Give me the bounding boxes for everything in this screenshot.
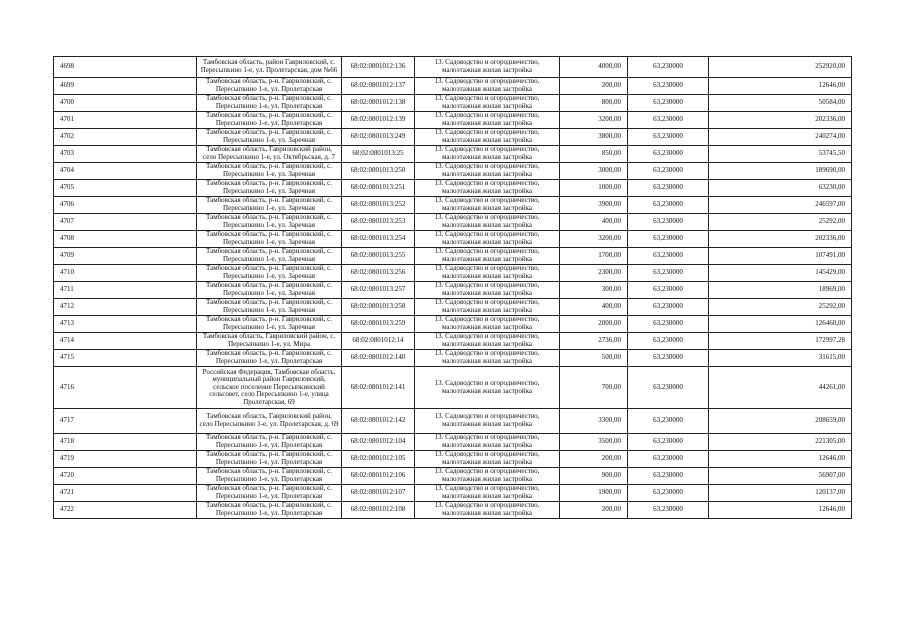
table-row [54, 163, 852, 180]
cell-cadastral-number: 68:02:0801012:140 [342, 350, 415, 367]
cell-cadastral-value: 18969,00 [709, 282, 852, 299]
cell-address: Тамбовская область, р-н. Гавриловский, с. Пересыпкино 1-е, ул. Заречная [197, 214, 342, 231]
cell-address: Тамбовская область, р-н. Гавриловский, с. Пересыпкино 1-е, ул. Пролетарская [197, 95, 342, 112]
cell-area: 500,00 [560, 350, 628, 367]
cell-area: 1000,00 [560, 180, 628, 197]
cell-address: Тамбовская область, р-н. Гавриловский, с. Пересыпкино 1-е, ул. Заречная [197, 129, 342, 146]
cell-area: 3300,00 [560, 409, 628, 434]
cell-cadastral-value: 189690,00 [709, 163, 852, 180]
cell-rate: 63,230000 [628, 485, 709, 502]
cell-land-use: 13. Садоводство и огородничество, малоэтажная жилая застройка [415, 299, 560, 316]
cell-row-number: 4722 [54, 502, 197, 519]
cell-rate: 63,230000 [628, 502, 709, 519]
cell-row-number: 4720 [54, 468, 197, 485]
table-row [54, 367, 852, 409]
cell-cadastral-value: 25292,00 [709, 214, 852, 231]
cell-rate: 63,230000 [628, 231, 709, 248]
cell-cadastral-value: 107491,00 [709, 248, 852, 265]
cell-cadastral-value: 202336,00 [709, 231, 852, 248]
table-row [54, 502, 852, 519]
cell-cadastral-value: 12646,00 [709, 78, 852, 95]
cell-cadastral-number: 68:02:0801013:254 [342, 231, 415, 248]
cell-rate: 63,230000 [628, 129, 709, 146]
cell-cadastral-number: 68:02:0801013:250 [342, 163, 415, 180]
cell-rate: 63,230000 [628, 265, 709, 282]
cell-cadastral-value: 44261,00 [709, 367, 852, 409]
cell-cadastral-number: 68:02:0801012:136 [342, 57, 415, 78]
cell-cadastral-value: 63230,00 [709, 180, 852, 197]
cell-area: 400,00 [560, 214, 628, 231]
table-row [54, 129, 852, 146]
cell-cadastral-value: 252920,00 [709, 57, 852, 78]
cell-cadastral-value: 208659,00 [709, 409, 852, 434]
cell-rate: 63,230000 [628, 299, 709, 316]
cell-address: Тамбовская область, р-н. Гавриловский, с. Пересыпкино 1-е, ул. Пролетарская [197, 485, 342, 502]
cell-rate: 63,230000 [628, 350, 709, 367]
cell-area: 2300,00 [560, 265, 628, 282]
cell-land-use: 13. Садоводство и огородничество, малоэтажная жилая застройка [415, 112, 560, 129]
cell-land-use: 13. Садоводство и огородничество, малоэтажная жилая застройка [415, 180, 560, 197]
cell-address: Тамбовская область, р-н. Гавриловский, с. Пересыпкино 1-е, ул. Пролетарская [197, 468, 342, 485]
cell-rate: 63,230000 [628, 367, 709, 409]
cell-address: Тамбовская область, р-н. Гавриловский, с. Пересыпкино 1-е, ул. Пролетарская [197, 434, 342, 451]
cell-area: 3000,00 [560, 163, 628, 180]
table-row [54, 95, 852, 112]
table-row [54, 409, 852, 434]
cell-row-number: 4700 [54, 95, 197, 112]
cell-row-number: 4701 [54, 112, 197, 129]
cell-row-number: 4705 [54, 180, 197, 197]
cell-land-use: 13. Садоводство и огородничество, малоэтажная жилая застройка [415, 146, 560, 163]
cell-area: 800,00 [560, 95, 628, 112]
cell-land-use: 13. Садоводство и огородничество, малоэтажная жилая застройка [415, 95, 560, 112]
cell-row-number: 4709 [54, 248, 197, 265]
cell-area: 2736,00 [560, 333, 628, 350]
cell-land-use: 13. Садоводство и огородничество, малоэтажная жилая застройка [415, 248, 560, 265]
table-row [54, 57, 852, 78]
cell-cadastral-value: 145429,00 [709, 265, 852, 282]
cell-row-number: 4699 [54, 78, 197, 95]
cell-area: 3200,00 [560, 231, 628, 248]
cell-row-number: 4713 [54, 316, 197, 333]
cell-rate: 63,230000 [628, 146, 709, 163]
cell-rate: 63,230000 [628, 409, 709, 434]
cell-row-number: 4716 [54, 367, 197, 409]
cell-address: Тамбовская область, р-н. Гавриловский, с. Пересыпкино 1-е, ул. Заречная [197, 180, 342, 197]
cell-cadastral-number: 68:02:0801013:252 [342, 197, 415, 214]
cell-land-use: 13. Садоводство и огородничество, малоэтажная жилая застройка [415, 265, 560, 282]
cell-area: 2000,00 [560, 316, 628, 333]
table-row [54, 350, 852, 367]
cell-address: Тамбовская область, р-н. Гавриловский, с. Пересыпкино 1-е, ул. Заречная [197, 248, 342, 265]
cell-cadastral-value: 31615,00 [709, 350, 852, 367]
cell-cadastral-number: 68:02:0801012:141 [342, 367, 415, 409]
cell-cadastral-number: 68:02:0801012:104 [342, 434, 415, 451]
cell-land-use: 13. Садоводство и огородничество, малоэтажная жилая застройка [415, 350, 560, 367]
cell-rate: 63,230000 [628, 163, 709, 180]
cell-land-use: 13. Садоводство и огородничество, малоэтажная жилая застройка [415, 316, 560, 333]
cell-area: 200,00 [560, 502, 628, 519]
cell-address: Тамбовская область, р-н. Гавриловский, с. Пересыпкино 1-е, ул. Пролетарская [197, 451, 342, 468]
cell-cadastral-number: 68:02:0801013:253 [342, 214, 415, 231]
cell-cadastral-number: 68:02:0801013:25 [342, 146, 415, 163]
cell-land-use: 13. Садоводство и огородничество, малоэтажная жилая застройка [415, 502, 560, 519]
cell-land-use: 13. Садоводство и огородничество, малоэтажная жилая застройка [415, 282, 560, 299]
table-row [54, 468, 852, 485]
cell-cadastral-number: 68:02:0801013:256 [342, 265, 415, 282]
cell-land-use: 13. Садоводство и огородничество, малоэтажная жилая застройка [415, 367, 560, 409]
cell-cadastral-value: 246597,00 [709, 197, 852, 214]
table-row [54, 333, 852, 350]
cell-row-number: 4715 [54, 350, 197, 367]
cell-row-number: 4706 [54, 197, 197, 214]
table-row [54, 180, 852, 197]
table-row [54, 197, 852, 214]
cell-address: Тамбовская область, район Гавриловский, с. Пересыпкино 1-е, ул. Пролетарская, дом №66 [197, 57, 342, 78]
table-body [54, 57, 852, 519]
table-row [54, 214, 852, 231]
cell-rate: 63,230000 [628, 214, 709, 231]
table-row [54, 451, 852, 468]
cell-row-number: 4721 [54, 485, 197, 502]
cell-area: 3500,00 [560, 434, 628, 451]
cell-cadastral-value: 12646,00 [709, 502, 852, 519]
cell-area: 700,00 [560, 367, 628, 409]
cell-address: Тамбовская область, р-н. Гавриловский, с. Пересыпкино 1-е, ул. Заречная [197, 282, 342, 299]
cell-cadastral-value: 202336,00 [709, 112, 852, 129]
cell-area: 200,00 [560, 78, 628, 95]
cell-cadastral-number: 68:02:0801012:106 [342, 468, 415, 485]
cell-address: Тамбовская область, р-н. Гавриловский, с. Пересыпкино 1-е, ул. Заречная [197, 316, 342, 333]
cell-cadastral-number: 68:02:0801013:257 [342, 282, 415, 299]
cell-rate: 63,230000 [628, 112, 709, 129]
cell-address: Тамбовская область, р-н. Гавриловский, с. Пересыпкино 1-е, ул. Пролетарская [197, 502, 342, 519]
cell-row-number: 4712 [54, 299, 197, 316]
cell-address: Тамбовская область, р-н. Гавриловский, с. Пересыпкино 1-е, ул. Заречная [197, 265, 342, 282]
cell-land-use: 13. Садоводство и огородничество, малоэтажная жилая застройка [415, 231, 560, 248]
cell-rate: 63,230000 [628, 316, 709, 333]
cell-address: Тамбовская область, Гавриловский район, село Пересыпкино 1-е, ул. Октябрьская, д. 7 [197, 146, 342, 163]
cell-cadastral-value: 56907,00 [709, 468, 852, 485]
cell-cadastral-number: 68:02:0801012:139 [342, 112, 415, 129]
cell-rate: 63,230000 [628, 78, 709, 95]
cell-land-use: 13. Садоводство и огородничество, малоэтажная жилая застройка [415, 163, 560, 180]
cell-rate: 63,230000 [628, 197, 709, 214]
cell-land-use: 13. Садоводство и огородничество, малоэтажная жилая застройка [415, 333, 560, 350]
cell-land-use: 13. Садоводство и огородничество, малоэтажная жилая застройка [415, 451, 560, 468]
cell-area: 3200,00 [560, 112, 628, 129]
cell-cadastral-value: 12646,00 [709, 451, 852, 468]
cell-area: 200,00 [560, 451, 628, 468]
cell-rate: 63,230000 [628, 95, 709, 112]
cell-cadastral-number: 68:02:0801012:137 [342, 78, 415, 95]
cell-area: 900,00 [560, 468, 628, 485]
cell-cadastral-number: 68:02:0801013:259 [342, 316, 415, 333]
cell-row-number: 4707 [54, 214, 197, 231]
cell-rate: 63,230000 [628, 451, 709, 468]
cell-cadastral-value: 120137,00 [709, 485, 852, 502]
cell-land-use: 13. Садоводство и огородничество, малоэтажная жилая застройка [415, 57, 560, 78]
cell-row-number: 4717 [54, 409, 197, 434]
cell-area: 3800,00 [560, 129, 628, 146]
cell-address: Тамбовская область, р-н. Гавриловский, с. Пересыпкино 1-е, ул. Пролетарская [197, 112, 342, 129]
cell-cadastral-number: 68:02:0801012:105 [342, 451, 415, 468]
cell-cadastral-number: 68:02:0801012:107 [342, 485, 415, 502]
cell-rate: 63,230000 [628, 57, 709, 78]
cell-rate: 63,230000 [628, 282, 709, 299]
cell-row-number: 4710 [54, 265, 197, 282]
cell-cadastral-number: 68:02:0801013:258 [342, 299, 415, 316]
cell-cadastral-number: 68:02:0801013:255 [342, 248, 415, 265]
cell-rate: 63,230000 [628, 333, 709, 350]
table-row [54, 265, 852, 282]
cell-address: Тамбовская область, р-н. Гавриловский, с. Пересыпкино 1-е, ул. Заречная [197, 197, 342, 214]
cell-cadastral-value: 50584,00 [709, 95, 852, 112]
table-row [54, 316, 852, 333]
cell-cadastral-value: 53745,50 [709, 146, 852, 163]
table-row [54, 434, 852, 451]
cell-address: Тамбовская область, р-н. Гавриловский, с. Пересыпкино 1-е, ул. Пролетарская [197, 350, 342, 367]
cell-cadastral-number: 68:02:0801012:138 [342, 95, 415, 112]
cell-land-use: 13. Садоводство и огородничество, малоэтажная жилая застройка [415, 78, 560, 95]
table-row [54, 231, 852, 248]
cell-area: 400,00 [560, 299, 628, 316]
cell-cadastral-number: 68:02:0801012:108 [342, 502, 415, 519]
cell-area: 850,00 [560, 146, 628, 163]
cell-land-use: 13. Садоводство и огородничество, малоэтажная жилая застройка [415, 468, 560, 485]
cell-area: 4000,00 [560, 57, 628, 78]
cell-rate: 63,230000 [628, 468, 709, 485]
cell-land-use: 13. Садоводство и огородничество, малоэтажная жилая застройка [415, 129, 560, 146]
table-row [54, 146, 852, 163]
table-row [54, 282, 852, 299]
cell-row-number: 4714 [54, 333, 197, 350]
cell-cadastral-number: 68:02:0801013:249 [342, 129, 415, 146]
cell-row-number: 4702 [54, 129, 197, 146]
cell-land-use: 13. Садоводство и огородничество, малоэтажная жилая застройка [415, 409, 560, 434]
cell-rate: 63,230000 [628, 434, 709, 451]
cell-cadastral-number: 68:02:0801012:14 [342, 333, 415, 350]
cell-cadastral-value: 126460,00 [709, 316, 852, 333]
cell-area: 1700,00 [560, 248, 628, 265]
cell-cadastral-value: 221305,00 [709, 434, 852, 451]
cell-address: Тамбовская область, р-н. Гавриловский, с. Пересыпкино 1-е, ул. Заречная [197, 299, 342, 316]
cell-address: Тамбовская область, Гавриловский район, с. Пересыпкино 1-е, ул. Мира [197, 333, 342, 350]
table-row [54, 248, 852, 265]
cell-address: Российская Федерация, Тамбовская область, муниципальный район Гавриловский, сельское поселение Пересыпкинский сельсовет, село Пересыпкино 1-е, улица Пролетарская, 69 [197, 367, 342, 409]
cell-area: 300,00 [560, 282, 628, 299]
cell-area: 1900,00 [560, 485, 628, 502]
table-row [54, 112, 852, 129]
cell-land-use: 13. Садоводство и огородничество, малоэтажная жилая застройка [415, 434, 560, 451]
table-row [54, 485, 852, 502]
cell-cadastral-number: 68:02:0801012:142 [342, 409, 415, 434]
table-row [54, 78, 852, 95]
cell-row-number: 4704 [54, 163, 197, 180]
cell-row-number: 4718 [54, 434, 197, 451]
cell-cadastral-value: 240274,00 [709, 129, 852, 146]
cell-address: Тамбовская область, р-н. Гавриловский, с. Пересыпкино 1-е, ул. Заречная [197, 163, 342, 180]
table-row [54, 299, 852, 316]
cell-row-number: 4703 [54, 146, 197, 163]
cell-area: 3900,00 [560, 197, 628, 214]
cell-land-use: 13. Садоводство и огородничество, малоэтажная жилая застройка [415, 197, 560, 214]
cell-rate: 63,230000 [628, 248, 709, 265]
cell-cadastral-value: 172997,28 [709, 333, 852, 350]
cell-row-number: 4711 [54, 282, 197, 299]
cell-land-use: 13. Садоводство и огородничество, малоэтажная жилая застройка [415, 485, 560, 502]
cell-cadastral-number: 68:02:0801013:251 [342, 180, 415, 197]
cell-row-number: 4708 [54, 231, 197, 248]
cell-address: Тамбовская область, Гавриловский район, село Пересыпкино 1-е, ул. Пролетарская, д. 69 [197, 409, 342, 434]
cell-land-use: 13. Садоводство и огородничество, малоэтажная жилая застройка [415, 214, 560, 231]
cell-rate: 63,230000 [628, 180, 709, 197]
cell-row-number: 4719 [54, 451, 197, 468]
cell-address: Тамбовская область, р-н. Гавриловский, с. Пересыпкино 1-е, ул. Заречная [197, 231, 342, 248]
land-cadastre-table [53, 56, 852, 519]
cell-row-number: 4698 [54, 57, 197, 78]
cell-cadastral-value: 25292,00 [709, 299, 852, 316]
cell-address: Тамбовская область, р-н. Гавриловский, с. Пересыпкино 1-е, ул. Пролетарская [197, 78, 342, 95]
